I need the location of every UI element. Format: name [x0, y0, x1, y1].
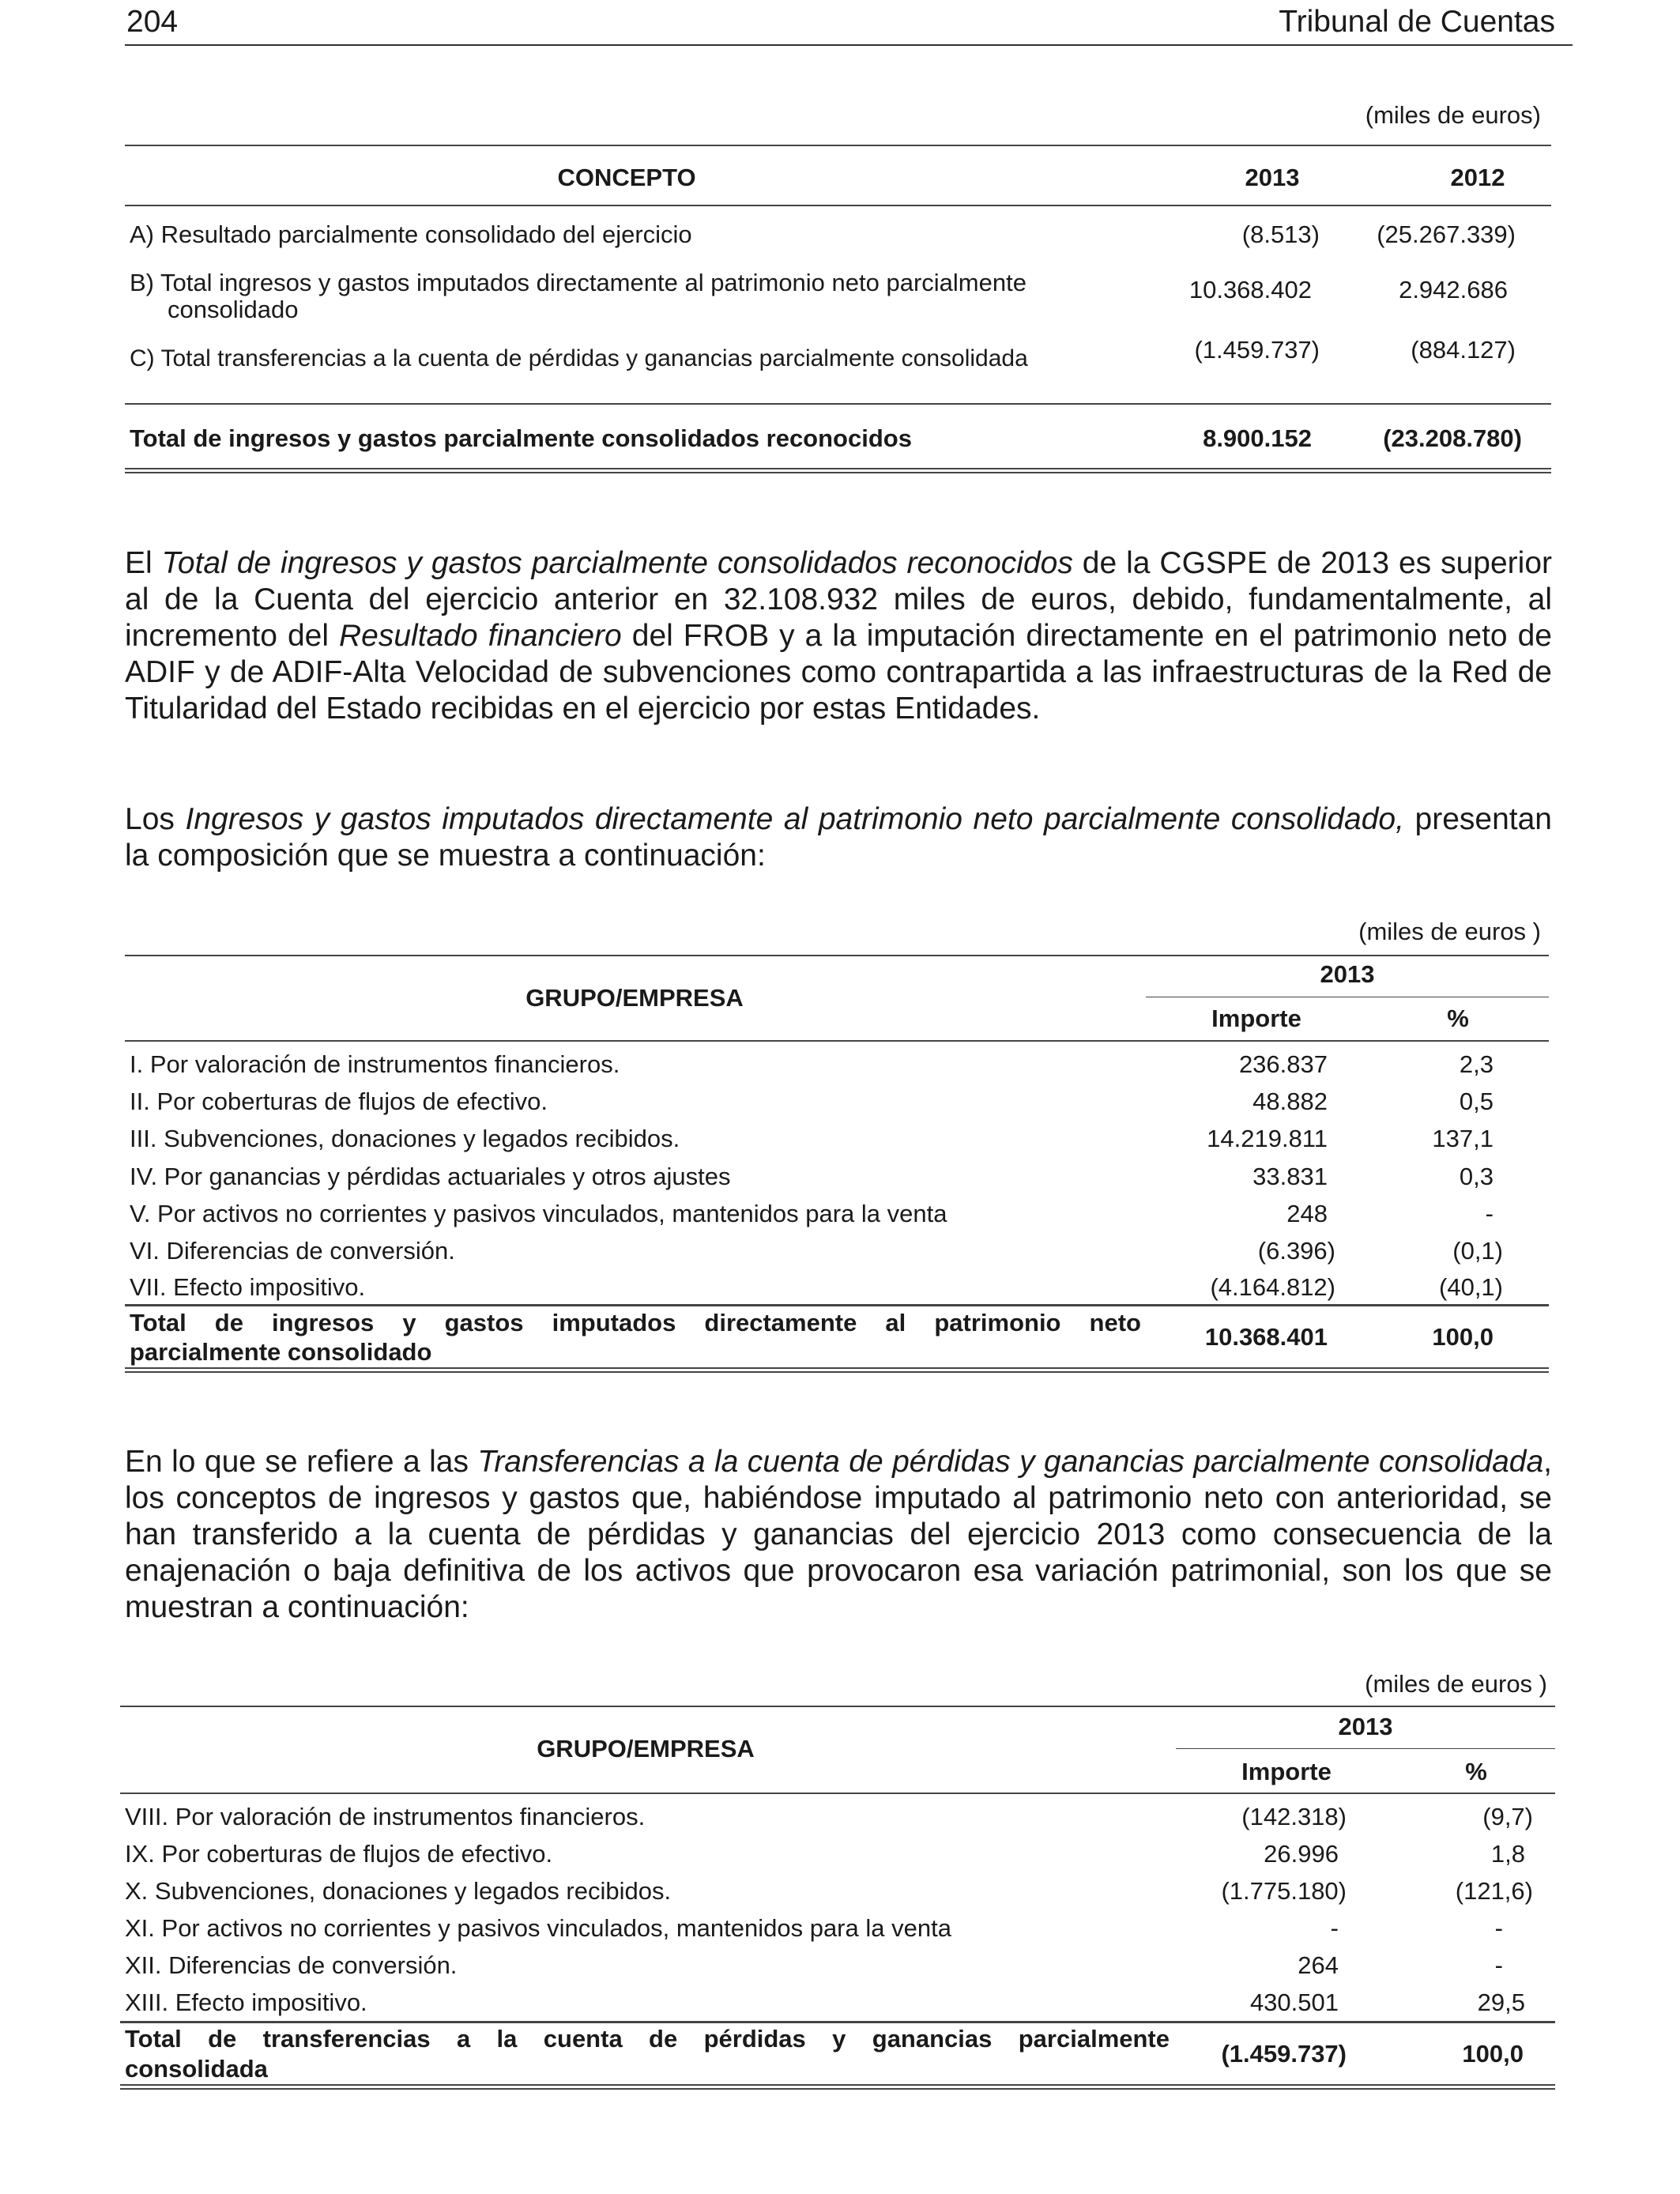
table2-bottom-rule — [125, 1367, 1549, 1373]
table3-row-pct: (9,7) — [1482, 1803, 1533, 1830]
table3-row-amount: 430.501 — [1249, 1989, 1339, 2016]
table2-row-pct: 2,3 — [1459, 1050, 1494, 1078]
table2-row-amount: 248 — [1286, 1200, 1328, 1227]
table3-total-label-1: Total de transferencias a la cuenta de pérdidas y ganancias parcialmente — [125, 2025, 1170, 2053]
table3-year-rule — [1176, 1748, 1555, 1749]
table3-row-amount: 26.996 — [1264, 1840, 1339, 1868]
table2-row-pct: (40,1) — [1439, 1273, 1503, 1301]
paragraph-1: El Total de ingresos y gastos parcialmente consolidados reconocidos de la CGSPE de 2013 es superior al de la Cuenta del ejercicio anterior en 32.108.932 miles de euros, debido, fundamentalmente, al incremento del Resultado financiero del FROB y a la imputación directamente en el patrimonio neto de ADIF y de ADIF-Alta Velocidad de subvenciones como contrapartida a las infraestructuras de la Red de Titularidad del Estado recibidas en el ejercicio por estas Entidades. — [125, 546, 1552, 726]
table3-total-rule — [120, 2021, 1555, 2023]
table3-row-pct: (121,6) — [1455, 1877, 1533, 1905]
table2-row-label: I. Por valoración de instrumentos financieros. — [130, 1050, 620, 1078]
table2-header-rule — [125, 1040, 1549, 1042]
table1-row-b-label-1: B) Total ingresos y gastos imputados directamente al patrimonio neto parcialmente — [130, 269, 1026, 296]
table2-row-pct: 0,5 — [1459, 1088, 1494, 1115]
table2-header-pct: % — [1447, 1005, 1469, 1032]
table3-bottom-rule — [120, 2084, 1555, 2090]
table2-row-label: IV. Por ganancias y pérdidas actuariales y otros ajustes — [130, 1163, 731, 1190]
table2-header-year: 2013 — [1320, 960, 1375, 988]
paragraph-3: En lo que se refiere a las Transferencias a la cuenta de pérdidas y ganancias parcialmente consolidada, los conceptos de ingresos y gastos que, habiéndose imputado al patrimonio neto con anterioridad, se han transferido a la cuenta de pérdidas y ganancias del ejercicio 2013 como consecuencia de la enajenación o baja definitiva de los activos que provocaron esa variación patrimonial, son los que se muestran a continuación: — [125, 1445, 1552, 1624]
table3-total-amount: (1.459.737) — [1221, 2040, 1347, 2068]
table3-total-label-2: consolidada — [125, 2055, 268, 2083]
table2-header-amount: Importe — [1211, 1005, 1301, 1032]
table2-row-pct: (0,1) — [1452, 1237, 1503, 1265]
table1-top-rule — [125, 145, 1551, 146]
table1-row-c-label: C) Total transferencias a la cuenta de pérdidas y ganancias parcialmente consolidada — [130, 345, 1028, 371]
table3-row-amount: (1.775.180) — [1221, 1877, 1347, 1905]
table3-row-label: IX. Por coberturas de flujos de efectivo. — [125, 1840, 553, 1868]
table2-row-pct: 0,3 — [1459, 1163, 1494, 1190]
table2-row-label: V. Por activos no corrientes y pasivos vinculados, mantenidos para la venta — [130, 1200, 947, 1227]
table1-total-label: Total de ingresos y gastos parcialmente consolidados reconocidos — [130, 424, 912, 452]
table2-unit: (miles de euros ) — [1358, 918, 1541, 945]
table2-header-group: GRUPO/EMPRESA — [525, 984, 744, 1012]
table1-row-a-label: A) Resultado parcialmente consolidado del ejercicio — [130, 221, 692, 248]
table2-row-amount: 33.831 — [1252, 1163, 1328, 1190]
table1-bottom-rule — [125, 468, 1551, 473]
table2-total-pct: 100,0 — [1432, 1323, 1494, 1351]
table3-row-pct: - — [1494, 1914, 1503, 1942]
table2-row-amount: 14.219.811 — [1207, 1125, 1328, 1152]
table1-row-b-2013: 10.368.402 — [1188, 276, 1312, 303]
table3-row-label: XIII. Efecto impositivo. — [125, 1989, 367, 2016]
table2-total-label-1: Total de ingresos y gastos imputados directamente al patrimonio neto — [130, 1309, 1141, 1336]
table3-row-label: XI. Por activos no corrientes y pasivos vinculados, mantenidos para la venta — [125, 1914, 951, 1942]
table2-row-amount: 236.837 — [1238, 1050, 1328, 1078]
table1-total-rule — [125, 403, 1551, 405]
table2-row-pct: 137,1 — [1432, 1125, 1494, 1152]
table2-total-amount: 10.368.401 — [1204, 1323, 1328, 1351]
header-organization: Tribunal de Cuentas — [1279, 5, 1555, 39]
table3-row-pct: 29,5 — [1477, 1989, 1525, 2016]
page-number: 204 — [126, 5, 179, 39]
page-header — [125, 5, 1573, 46]
table3-row-amount: - — [1330, 1914, 1339, 1942]
table3-header-amount: Importe — [1241, 1758, 1332, 1785]
table1-total-2013: 8.900.152 — [1203, 424, 1312, 452]
table3-row-pct: 1,8 — [1490, 1840, 1525, 1868]
table2-row-label: III. Subvenciones, donaciones y legados recibidos. — [130, 1125, 680, 1152]
table2-row-amount: 48.882 — [1252, 1088, 1328, 1115]
table3-header-rule — [120, 1793, 1555, 1794]
table3-unit: (miles de euros ) — [1365, 1670, 1547, 1698]
table3-row-amount: (142.318) — [1241, 1803, 1347, 1830]
table2-row-amount: (6.396) — [1257, 1237, 1335, 1265]
table2-row-amount: (4.164.812) — [1210, 1273, 1335, 1301]
table1-row-a-2013: (8.513) — [1241, 221, 1320, 248]
table3-header-year: 2013 — [1338, 1713, 1393, 1740]
table2-row-label: VI. Diferencias de conversión. — [130, 1237, 455, 1265]
table2-total-rule — [125, 1304, 1549, 1306]
table1-unit: (miles de euros) — [1365, 101, 1541, 129]
table3-row-label: X. Subvenciones, donaciones y legados recibidos. — [125, 1877, 672, 1905]
table2-row-pct: - — [1485, 1200, 1494, 1227]
table1-header-concept: CONCEPTO — [557, 164, 696, 191]
table3-row-label: XII. Diferencias de conversión. — [125, 1951, 458, 1979]
table1-row-c-2013: (1.459.737) — [1194, 336, 1320, 364]
table1-header-rule — [125, 205, 1551, 206]
table1-header-2013: 2013 — [1245, 164, 1300, 191]
table1-row-b-label-2: consolidado — [168, 296, 299, 323]
table3-row-label: VIII. Por valoración de instrumentos financieros. — [125, 1803, 646, 1830]
table3-total-pct: 100,0 — [1462, 2040, 1524, 2068]
table1-total-2012: (23.208.780) — [1383, 424, 1522, 452]
table3-header-pct: % — [1465, 1758, 1487, 1785]
table2-row-label: VII. Efecto impositivo. — [130, 1273, 366, 1301]
table2-top-rule — [125, 955, 1549, 956]
table2-row-label: II. Por coberturas de flujos de efectivo. — [130, 1088, 548, 1115]
table3-top-rule — [120, 1706, 1555, 1707]
table1-row-c-2012: (884.127) — [1411, 336, 1516, 364]
table1-header-2012: 2012 — [1450, 164, 1505, 191]
table3-header-group: GRUPO/EMPRESA — [537, 1735, 755, 1762]
table1-row-a-2012: (25.267.339) — [1377, 221, 1516, 248]
table1-row-b-2012: 2.942.686 — [1399, 276, 1508, 303]
table3-row-amount: 264 — [1298, 1951, 1339, 1979]
table3-row-pct: - — [1494, 1951, 1503, 1979]
table2-total-label-2: parcialmente consolidado — [130, 1338, 432, 1366]
paragraph-2: Los Ingresos y gastos imputados directamente al patrimonio neto parcialmente consolidado, presentan la composición que se muestra a continuación: — [125, 802, 1552, 873]
